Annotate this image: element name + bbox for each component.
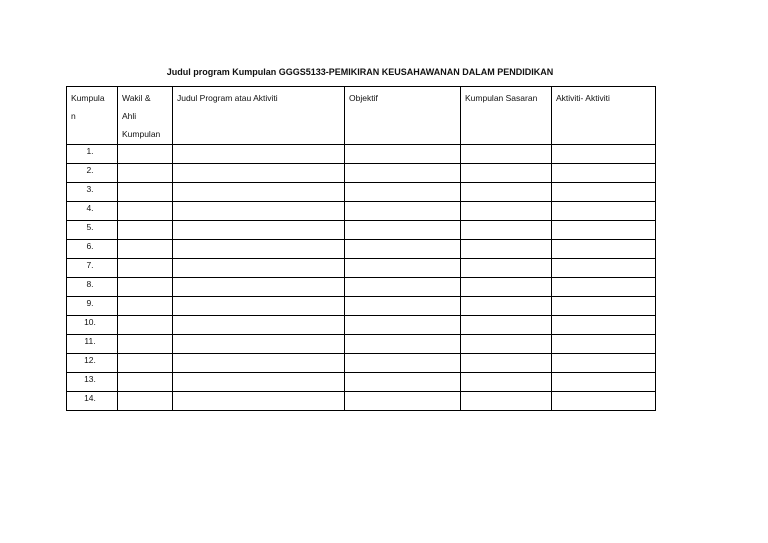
kumpulan-sasaran-cell[interactable] xyxy=(461,183,552,202)
row-number-cell: 2. xyxy=(67,164,118,183)
wakil-cell[interactable] xyxy=(118,354,173,373)
table-row xyxy=(67,278,656,297)
header-objektif xyxy=(345,87,461,145)
kumpulan-sasaran-cell[interactable] xyxy=(461,297,552,316)
objektif-cell[interactable] xyxy=(345,240,461,259)
kumpulan-sasaran-cell[interactable] xyxy=(461,202,552,221)
judul-program-cell[interactable] xyxy=(173,164,345,183)
row-number-cell: 10. xyxy=(67,316,118,335)
aktiviti-cell[interactable] xyxy=(552,202,656,221)
objektif-cell[interactable] xyxy=(345,297,461,316)
wakil-cell[interactable] xyxy=(118,373,173,392)
kumpulan-sasaran-cell[interactable] xyxy=(461,278,552,297)
table-body xyxy=(67,145,656,411)
objektif-cell[interactable] xyxy=(345,145,461,164)
judul-program-cell[interactable] xyxy=(173,316,345,335)
wakil-cell[interactable] xyxy=(118,221,173,240)
objektif-cell[interactable] xyxy=(345,221,461,240)
header-aktiviti xyxy=(552,87,656,145)
program-table xyxy=(66,86,656,411)
aktiviti-cell[interactable] xyxy=(552,335,656,354)
wakil-cell[interactable] xyxy=(118,183,173,202)
objektif-cell[interactable] xyxy=(345,202,461,221)
row-number-cell: 11. xyxy=(67,335,118,354)
wakil-cell[interactable] xyxy=(118,202,173,221)
aktiviti-cell[interactable] xyxy=(552,259,656,278)
header-wakil-line-1: Wakil & xyxy=(122,93,151,103)
table-row xyxy=(67,297,656,316)
table-header-row xyxy=(67,87,656,145)
header-aktiviti-line-1: Aktiviti- Aktiviti xyxy=(556,93,610,103)
header-wakil-line-3: Kumpulan xyxy=(122,129,161,139)
wakil-cell[interactable] xyxy=(118,259,173,278)
table-row xyxy=(67,392,656,411)
judul-program-cell[interactable] xyxy=(173,373,345,392)
table-row xyxy=(67,335,656,354)
row-number-cell: 9. xyxy=(67,297,118,316)
judul-program-cell[interactable] xyxy=(173,278,345,297)
aktiviti-cell[interactable] xyxy=(552,297,656,316)
kumpulan-sasaran-cell[interactable] xyxy=(461,392,552,411)
objektif-cell[interactable] xyxy=(345,259,461,278)
wakil-cell[interactable] xyxy=(118,335,173,354)
row-number-cell: 12. xyxy=(67,354,118,373)
header-objektif-line-1: Objektif xyxy=(349,93,378,103)
row-number-cell: 4. xyxy=(67,202,118,221)
aktiviti-cell[interactable] xyxy=(552,240,656,259)
judul-program-cell[interactable] xyxy=(173,259,345,278)
table-row xyxy=(67,145,656,164)
row-number-cell: 1. xyxy=(67,145,118,164)
table-row xyxy=(67,240,656,259)
objektif-cell[interactable] xyxy=(345,392,461,411)
objektif-cell[interactable] xyxy=(345,354,461,373)
table-row xyxy=(67,316,656,335)
judul-program-cell[interactable] xyxy=(173,335,345,354)
header-wakil-ahli xyxy=(118,87,173,145)
table-row xyxy=(67,183,656,202)
judul-program-cell[interactable] xyxy=(173,297,345,316)
table-row xyxy=(67,354,656,373)
header-kumpulan-line-2: n xyxy=(71,111,76,121)
wakil-cell[interactable] xyxy=(118,164,173,183)
row-number-cell: 6. xyxy=(67,240,118,259)
objektif-cell[interactable] xyxy=(345,373,461,392)
judul-program-cell[interactable] xyxy=(173,392,345,411)
row-number-cell: 3. xyxy=(67,183,118,202)
header-sasaran-line-1: Kumpulan Sasaran xyxy=(465,93,538,103)
table-row xyxy=(67,373,656,392)
objektif-cell[interactable] xyxy=(345,183,461,202)
row-number-cell: 7. xyxy=(67,259,118,278)
judul-program-cell[interactable] xyxy=(173,183,345,202)
table-row xyxy=(67,202,656,221)
kumpulan-sasaran-cell[interactable] xyxy=(461,316,552,335)
kumpulan-sasaran-cell[interactable] xyxy=(461,240,552,259)
objektif-cell[interactable] xyxy=(345,278,461,297)
judul-program-cell[interactable] xyxy=(173,202,345,221)
row-number-cell: 13. xyxy=(67,373,118,392)
aktiviti-cell[interactable] xyxy=(552,221,656,240)
wakil-cell[interactable] xyxy=(118,240,173,259)
aktiviti-cell[interactable] xyxy=(552,164,656,183)
kumpulan-sasaran-cell[interactable] xyxy=(461,145,552,164)
wakil-cell[interactable] xyxy=(118,392,173,411)
document-title: Judul program Kumpulan GGGS5133-PEMIKIRAN KEUSAHAWANAN DALAM PENDIDIKAN xyxy=(166,67,554,77)
row-number-cell: 5. xyxy=(67,221,118,240)
kumpulan-sasaran-cell[interactable] xyxy=(461,335,552,354)
objektif-cell[interactable] xyxy=(345,335,461,354)
aktiviti-cell[interactable] xyxy=(552,278,656,297)
judul-program-cell[interactable] xyxy=(173,240,345,259)
table-row xyxy=(67,221,656,240)
kumpulan-sasaran-cell[interactable] xyxy=(461,259,552,278)
table-row xyxy=(67,259,656,278)
kumpulan-sasaran-cell[interactable] xyxy=(461,354,552,373)
judul-program-cell[interactable] xyxy=(173,221,345,240)
table-row xyxy=(67,164,656,183)
header-judul-program xyxy=(173,87,345,145)
judul-program-cell[interactable] xyxy=(173,145,345,164)
header-wakil-line-2: Ahli xyxy=(122,111,137,121)
aktiviti-cell[interactable] xyxy=(552,183,656,202)
kumpulan-sasaran-cell[interactable] xyxy=(461,373,552,392)
objektif-cell[interactable] xyxy=(345,316,461,335)
aktiviti-cell[interactable] xyxy=(552,392,656,411)
aktiviti-cell[interactable] xyxy=(552,145,656,164)
kumpulan-sasaran-cell[interactable] xyxy=(461,221,552,240)
row-number-cell: 14. xyxy=(67,392,118,411)
objektif-cell[interactable] xyxy=(345,164,461,183)
row-number-cell: 8. xyxy=(67,278,118,297)
wakil-cell[interactable] xyxy=(118,145,173,164)
header-kumpulan-sasaran xyxy=(461,87,552,145)
aktiviti-cell[interactable] xyxy=(552,354,656,373)
aktiviti-cell[interactable] xyxy=(552,316,656,335)
judul-program-cell[interactable] xyxy=(173,354,345,373)
header-kumpulan-line-1: Kumpula xyxy=(71,93,105,103)
wakil-cell[interactable] xyxy=(118,278,173,297)
header-judul-line-1: Judul Program atau Aktiviti xyxy=(177,93,278,103)
wakil-cell[interactable] xyxy=(118,316,173,335)
wakil-cell[interactable] xyxy=(118,297,173,316)
header-kumpulan xyxy=(67,87,118,145)
kumpulan-sasaran-cell[interactable] xyxy=(461,164,552,183)
aktiviti-cell[interactable] xyxy=(552,373,656,392)
